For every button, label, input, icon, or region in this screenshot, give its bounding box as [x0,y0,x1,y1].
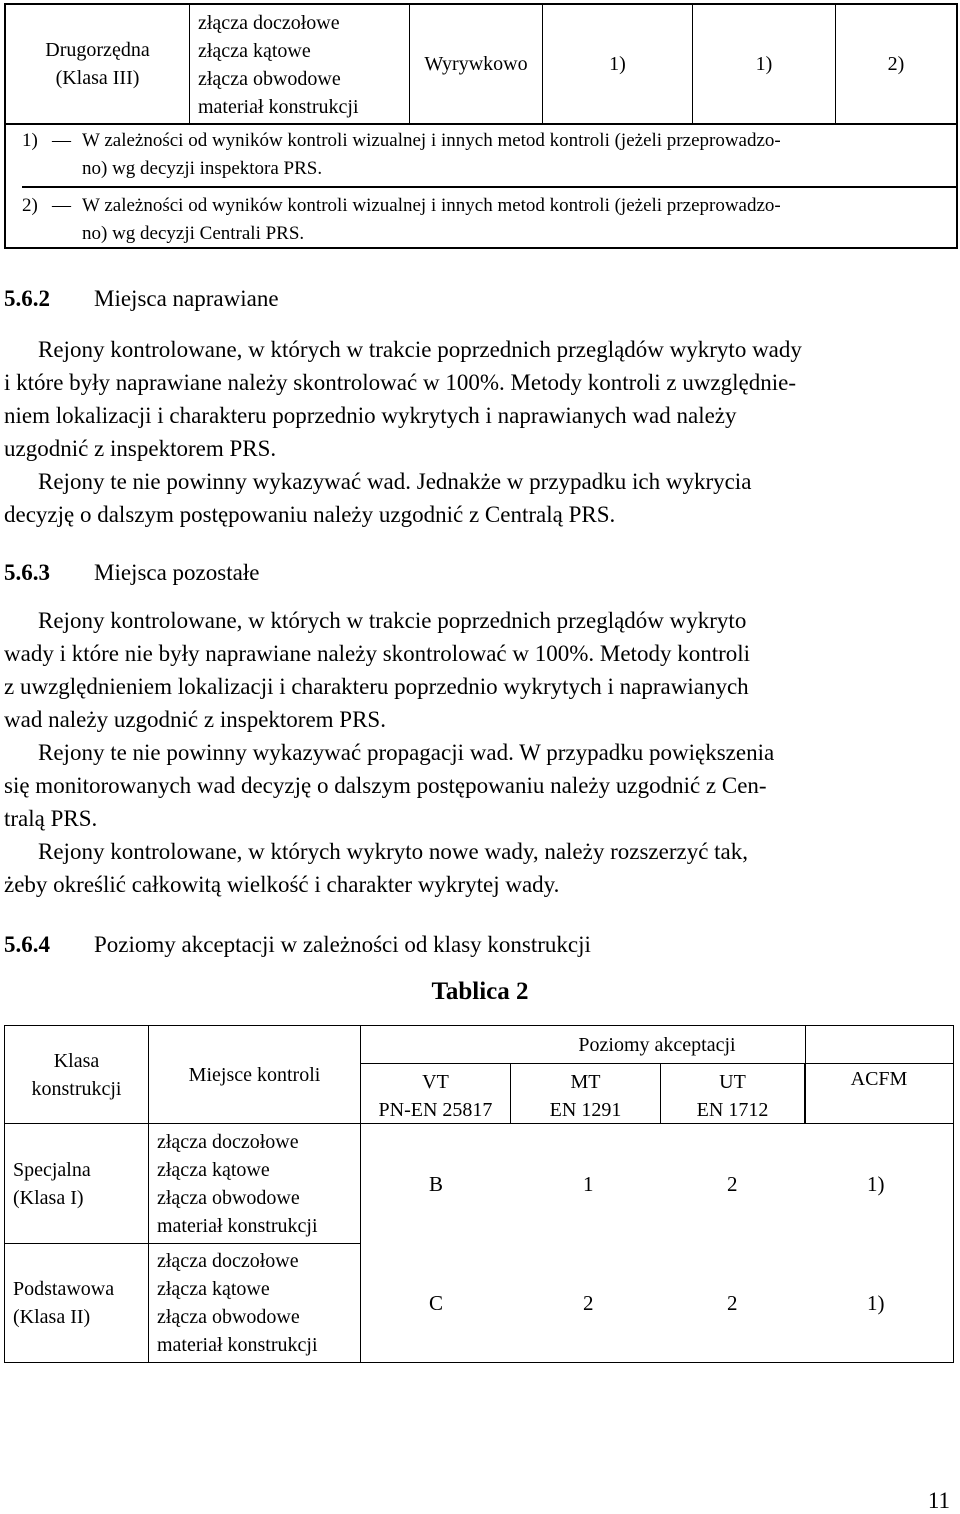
class-name: Podstawowa [13,1278,115,1300]
section-number: 5.6.2 [4,286,50,311]
footnote-text: W zależności od wyników kontroli wizualnej i innych metod kontroli (jeżeli przeprowadzo- [82,130,781,151]
footnote-1 [22,127,952,183]
place-item: złącza obwodowe [157,1186,300,1209]
footnote-number: 2) [22,195,38,216]
place-item: złącza kątowe [198,40,311,62]
paragraph-line: decyzję o dalszym postępowaniu należy uzgodnić z Centralą PRS. [4,502,616,527]
class-name: Specjalna [13,1158,91,1181]
top-table-row [6,5,956,123]
value-mt: 2 [583,1290,594,1315]
class-number: (Klasa III) [55,67,140,89]
paragraph-line: Rejony kontrolowane, w których w trakcie poprzednich przeglądów wykryto [38,608,747,633]
header-place: Miejsce kontroli [149,1026,361,1124]
paragraph-line: się monitorowanych wad decyzję o dalszym postępowaniu należy uzgodnić z Cen- [4,773,767,798]
footnote-dash: — [52,195,71,216]
paragraph-line: Rejony te nie powinny wykazywać propagacji wad. W przypadku powiększenia [38,740,775,765]
row-class [5,1124,149,1244]
footnote-divider [22,186,956,188]
place-item: złącza doczołowe [198,12,340,34]
header-vt [361,1064,511,1124]
header-text: konstrukcji [31,1077,122,1100]
table-divider [6,123,956,125]
footnote-2 [22,192,952,248]
paragraph-line: uzgodnić z inspektorem PRS. [4,436,277,461]
place-item: złącza doczołowe [157,1250,299,1272]
place-item: materiał konstrukcji [198,96,359,118]
section-number: 5.6.4 [4,932,50,957]
table-caption: Tablica 2 [431,978,529,1005]
method-cell: Wyrywkowo [410,5,543,123]
paragraph-line: Rejony kontrolowane, w których w trakcie poprzednich przeglądów wykryto wady [38,337,802,362]
table-row [361,1124,953,1244]
paragraph-line: tralą PRS. [4,806,98,831]
paragraph-line: z uwzględnieniem lokalizacji i charakteru poprzednio wykrytych i naprawianych [4,674,749,699]
page-number: 11 [927,1488,950,1513]
paragraph-line: niem lokalizacji i charakteru poprzednio wykrytych i naprawianych wad należy [4,403,737,428]
class-cell [6,5,190,123]
header-class [5,1026,149,1124]
top-table [4,3,958,249]
section-heading-562 [4,282,279,315]
place-item: złącza doczołowe [157,1130,299,1153]
footnote-text-cont: no) wg decyzji Centrali PRS. [82,223,305,244]
header-text: Klasa [53,1049,100,1072]
place-cell [190,5,410,123]
footnote-text: W zależności od wyników kontroli wizualnej i innych metod kontroli (jeżeli przeprowadzo- [82,195,781,216]
value-cell: 2) [887,53,905,75]
footnote-text-cont: no) wg decyzji inspektora PRS. [82,158,323,179]
header-text: VT [422,1070,449,1093]
value-vt: C [429,1290,444,1315]
header-text: EN 1712 [696,1098,769,1121]
header-text: MT [570,1070,601,1093]
section-title: Miejsca naprawiane [94,286,279,311]
footnote-number: 1) [22,130,38,151]
class-name: Drugorzędna [45,39,150,61]
value-mt: 1 [583,1171,594,1196]
place-item: złącza obwodowe [157,1306,300,1328]
section-heading-563 [4,556,259,589]
row-places [149,1244,361,1362]
place-item: materiał konstrukcji [157,1214,318,1237]
value-cell: 1) [543,5,693,123]
row-class [5,1244,149,1362]
value-acfm: 1) [867,1290,885,1315]
value-ut: 2 [727,1290,738,1315]
section-body-563 [4,604,952,901]
section-number: 5.6.3 [4,560,50,585]
paragraph-line: wady i które nie były naprawiane należy skontrolować w 100%. Metody kontroli [4,641,751,666]
header-mt [511,1064,661,1124]
row-places [149,1124,361,1244]
place-item: złącza obwodowe [198,68,341,90]
place-item: materiał konstrukcji [157,1334,318,1356]
paragraph-line: Rejony te nie powinny wykazywać wad. Jednakże w przypadku ich wykrycia [38,469,752,494]
header-acfm: ACFM [805,1026,953,1124]
header-text: EN 1291 [549,1098,622,1121]
paragraph-line: żeby określić całkowitą wielkość i charakter wykrytej wady. [4,872,560,897]
value-ut: 2 [727,1171,738,1196]
header-text: PN-EN 25817 [378,1098,493,1121]
header-ut [661,1064,805,1124]
value-vt: B [429,1171,444,1196]
section-heading-564 [4,928,591,961]
paragraph-line: wad należy uzgodnić z inspektorem PRS. [4,707,386,732]
header-text: UT [719,1070,746,1093]
value-acfm: 1) [867,1171,885,1196]
paragraph-line: Rejony kontrolowane, w których wykryto nowe wady, należy rozszerzyć tak, [38,839,749,864]
footnote-dash: — [52,130,71,151]
class-number: (Klasa II) [13,1306,91,1328]
section-title: Miejsca pozostałe [94,560,260,585]
value-cell: 1) [693,5,836,123]
section-body-562 [4,333,952,531]
place-item: złącza kątowe [157,1278,270,1300]
place-item: złącza kątowe [157,1158,270,1181]
table-row [361,1244,953,1362]
class-number: (Klasa I) [13,1186,84,1209]
section-title: Poziomy akceptacji w zależności od klasy konstrukcji [94,932,591,957]
header-levels: Poziomy akceptacji [361,1026,953,1064]
paragraph-line: i które były naprawiane należy skontrolować w 100%. Metody kontroli z uwzględnie- [4,370,796,395]
acceptance-table [4,1025,954,1363]
